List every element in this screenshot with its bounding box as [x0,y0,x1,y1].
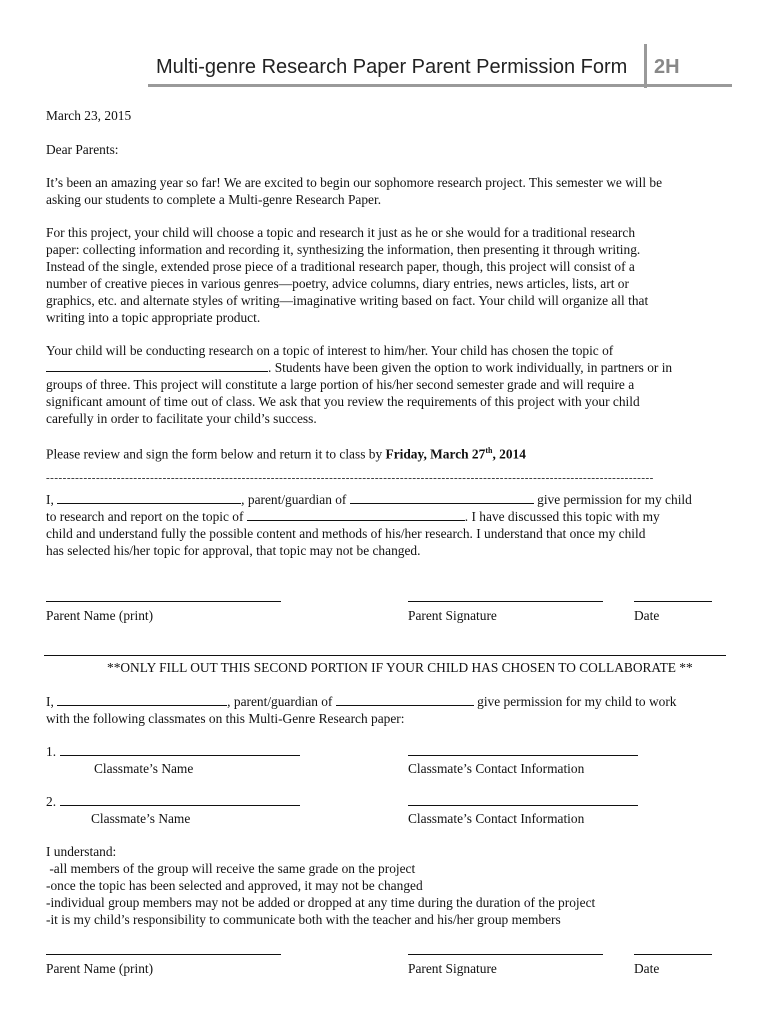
parent-name-line[interactable] [46,601,281,602]
parent-signature-label: Parent Signature [408,608,497,623]
paragraph-2-line: graphics, etc. and alternate styles of writing—imaginative writing based on fact. Your child will organize all that [46,293,649,308]
understand-item: -once the topic has been selected and approved, it may not be changed [46,878,423,893]
classmate-2-contact-label: Classmate’s Contact Information [408,811,585,826]
date-label-2: Date [634,961,660,976]
child-name-blank-2[interactable] [336,693,474,706]
paragraph-2-line: paper: collecting information and recording it, synthesizing the information, then presenting it through writing. [46,242,641,257]
parent-name-blank-2[interactable] [57,693,227,706]
form1-line [46,491,692,508]
title-divider [644,44,647,88]
form2-line: with the following classmates on this Multi-Genre Research paper: [46,711,405,726]
understand-item: -it is my child’s responsibility to communicate both with the teacher and his/her group members [46,912,561,927]
classmate-1-name-label: Classmate’s Name [94,761,194,776]
form1-text: , parent/guardian of [241,492,347,507]
section-divider [44,655,726,656]
classmate-1-name-line[interactable] [60,755,300,756]
return-instruction-text: Please review and sign the form below and return it to class by [46,446,386,462]
classmate-2-name-line[interactable] [60,805,300,806]
paragraph-2-line: number of creative pieces in various genres—poetry, advice columns, diary entries, news articles, lists, art or [46,276,629,291]
parent-name-label-2: Parent Name (print) [46,961,154,976]
understand-item: -individual group members may not be added or dropped at any time during the duration of the project [46,895,596,910]
classmate-1-contact-line[interactable] [408,755,638,756]
date-line-2[interactable] [634,954,712,955]
parent-name-blank[interactable] [57,491,241,504]
form1-text: . I have discussed this topic with my [464,509,660,524]
due-date-suffix: th [485,446,493,455]
form2-text: , parent/guardian of [227,694,333,709]
paragraph-3-line: Your child will be conducting research on a topic of interest to him/her. Your child has chosen the topic of [46,343,614,358]
topic-blank[interactable] [46,359,268,372]
topic-blank-2[interactable] [247,508,465,521]
letter-date: March 23, 2015 [46,108,132,123]
due-date: Friday, March 27 [385,446,486,462]
classmate-1-number: 1. [46,744,57,759]
paragraph-3-line: carefully in order to facilitate your child’s success. [46,411,317,426]
form2-text: I, [46,694,54,709]
title-underline [148,84,732,87]
paragraph-2-line: Instead of the single, extended prose piece of a traditional research paper, though, this project will consist of a [46,259,635,274]
parent-name-label: Parent Name (print) [46,608,154,623]
cut-line: -------------------------------------------------------------------------------------------------------------------------------------------------- [46,472,654,484]
paragraph-2-line: For this project, your child will choose a topic and research it just as he or she would for a traditional research [46,225,636,240]
paragraph-1-line: asking our students to complete a Multi-genre Research Paper. [46,192,382,207]
child-name-blank[interactable] [350,491,534,504]
parent-signature-label-2: Parent Signature [408,961,497,976]
letter-greeting: Dear Parents: [46,142,119,157]
form1-text: to research and report on the topic of [46,509,244,524]
form1-line: has selected his/her topic for approval, that topic may not be changed. [46,543,421,558]
form-code: 2H [654,56,680,78]
date-label: Date [634,608,660,623]
paragraph-1-line: It’s been an amazing year so far! We are excited to begin our sophomore research project. This semester we will be [46,175,663,190]
paragraph-3-line: significant amount of time out of class. We ask that you review the requirements of this project with your child [46,394,640,409]
classmate-2-number: 2. [46,794,57,809]
form1-line [46,508,660,525]
collaborate-heading: **ONLY FILL OUT THIS SECOND PORTION IF YOUR CHILD HAS CHOSEN TO COLLABORATE ** [107,660,693,675]
form1-text: give permission for my child [537,492,692,507]
paragraph-3-line [46,359,672,376]
understand-heading: I understand: [46,844,117,859]
parent-signature-line-2[interactable] [408,954,603,955]
paragraph-2-line: writing into a topic appropriate product. [46,310,261,325]
form1-text: I, [46,492,54,507]
classmate-2-contact-line[interactable] [408,805,638,806]
paragraph-3-text: . Students have been given the option to work individually, in partners or in [268,360,673,375]
return-instruction [46,442,526,462]
parent-name-line-2[interactable] [46,954,281,955]
due-date-year: , 2014 [492,446,526,462]
classmate-2-name-label: Classmate’s Name [91,811,191,826]
form1-line: child and understand fully the possible content and methods of his/her research. I understand that once my child [46,526,646,541]
paragraph-3-line: groups of three. This project will constitute a large portion of his/her second semester grade and will require a [46,377,635,392]
form2-text: give permission for my child to work [477,694,677,709]
form2-line [46,693,676,710]
classmate-1-contact-label: Classmate’s Contact Information [408,761,585,776]
understand-item: -all members of the group will receive the same grade on the project [46,861,416,876]
parent-signature-line[interactable] [408,601,603,602]
form-title: Multi-genre Research Paper Parent Permission Form [156,56,628,78]
date-line[interactable] [634,601,712,602]
